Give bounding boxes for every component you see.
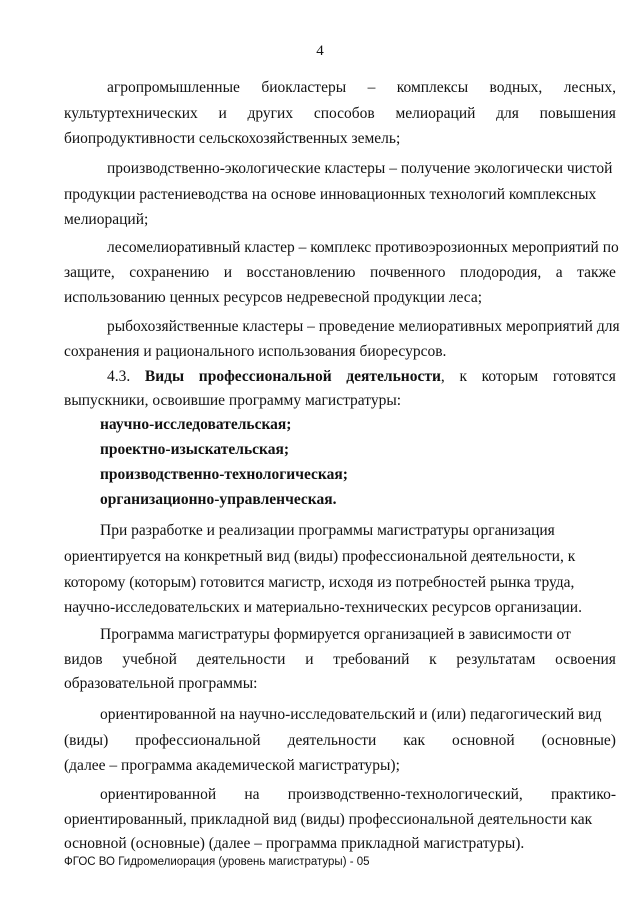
section-title: Виды [144,368,185,385]
text-line: которому (которым) готовится магистр, исходя из потребностей рынка труда, [64,574,575,591]
section-number: 4.3. [107,368,131,385]
activity-type-item: проектно-изыскательская; [100,441,290,458]
section-heading-line: 4.3. Виды профессиональной деятельности, к которым готовятся [107,368,616,385]
text-line: видов учебной деятельности и требований к результатам освоения [64,651,616,668]
text-line: сохранения и рационального использования биоресурсов. [64,343,447,360]
section-title: профессиональной [198,368,332,385]
activity-type-item: научно-исследовательская; [100,416,292,433]
section-title: деятельности [346,368,441,385]
text-line: ориентированной на производственно-технологический, практико- [100,786,616,803]
text-line: ориентируется на конкретный вид (виды) профессиональной деятельности, к [64,548,576,565]
text-line: использованию ценных ресурсов недревесной продукции леса; [64,289,483,306]
document-footer: ФГОС ВО Гидромелиорация (уровень магистратуры) - 05 [64,856,370,868]
activity-type-item: организационно-управленческая. [100,491,337,508]
text-line: Программа магистратуры формируется организацией в зависимости от [100,626,571,643]
text-line: агропромышленные биокластеры – комплексы водных, лесных, [107,79,616,96]
text-line: выпускники, освоившие программу магистратуры: [64,392,402,409]
text-line: образовательной программы: [64,675,258,692]
text-line: мелиораций; [64,211,149,228]
text-line: (виды) профессиональной деятельности как основной (основные) [64,732,616,749]
text-line: производственно-экологические кластеры – получение экологически чистой [107,160,613,177]
text-line: биопродуктивности сельскохозяйственных земель; [64,130,401,147]
text-line: культуртехнических и других способов мелиораций для повышения [64,105,616,122]
text-line: (далее – программа академической магистратуры); [64,757,400,774]
text-line: лесомелиоративный кластер – комплекс противоэрозионных мероприятий по [107,239,619,256]
page-number: 4 [316,43,324,59]
text-line: научно-исследовательских и материально-технических ресурсов организации. [64,599,582,616]
text-line: защите, сохранению и восстановлению почвенного плодородия, а также [64,264,616,281]
text-line: ориентированный, прикладной вид (виды) профессиональной деятельности как [64,811,593,828]
text-line: продукции растениеводства на основе инновационных технологий комплексных [64,186,597,203]
text-line: рыбохозяйственные кластеры – проведение мелиоративных мероприятий для [107,318,620,335]
text-line: ориентированной на научно-исследовательский и (или) педагогический вид [100,706,602,723]
text-line: основной (основные) (далее – программа прикладной магистратуры). [64,835,525,852]
text-line: При разработке и реализации программы магистратуры организация [100,522,555,539]
activity-type-item: производственно-технологическая; [100,466,348,483]
